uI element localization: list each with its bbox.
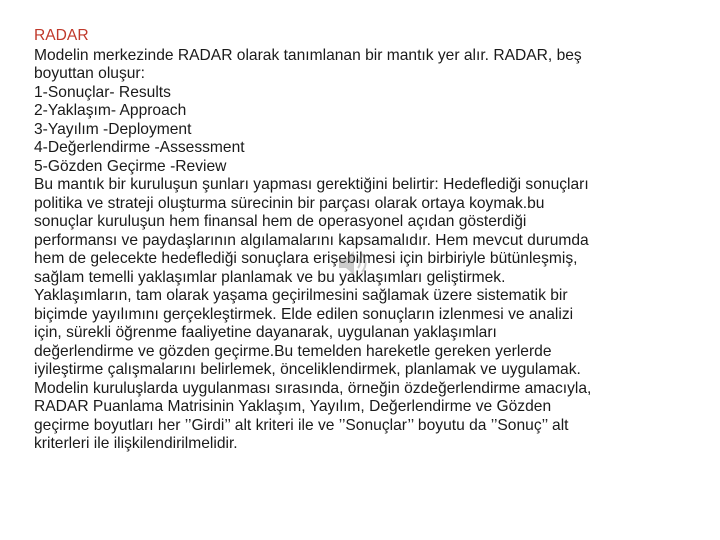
text-line: biçimde yayılımını gerçekleştirmek. Elde edilen sonuçların izlenmesi ve analizi <box>34 305 574 323</box>
text-line: değerlendirme ve gözden geçirme.Bu temelden hareketle gereken yerlerde <box>34 342 552 360</box>
list-item: 5-Gözden Geçirme -Review <box>34 157 227 175</box>
list-item: 2-Yaklaşım- Approach <box>34 102 187 119</box>
text-line: kriterleri ile ilişkilendirilmelidir. <box>34 435 238 452</box>
speaker-icon[interactable] <box>337 248 371 278</box>
list-item: 3-Yayılım -Deployment <box>34 120 192 138</box>
text-line: için, sürekli öğrenme faaliyetine dayanarak, uygulanan yaklaşımları <box>34 324 497 341</box>
text-line: hem de gelecekte hedeflediği sonuçlara erişebilmesi için birbiriyle bütünleşmiş, <box>34 250 578 267</box>
text-line: RADAR Puanlama Matrisinin Yaklaşım, Yayılım, Değerlendirme ve Gözden <box>34 398 552 415</box>
text-line: sağlam temelli yaklaşımlar planlamak ve bu yaklaşımları geliştirmek. <box>34 268 506 286</box>
list-item: 4-Değerlendirme -Assessment <box>34 139 245 156</box>
slide-title: RADAR <box>34 27 89 44</box>
text-line: geçirme boyutları her ’’Girdi’’ alt kriteri ile ve ’’Sonuçlar’’ boyutu da ’’Sonuç’’ alt <box>34 416 569 434</box>
text-line: Yaklaşımların, tam olarak yaşama geçirilmesini sağlamak üzere sistematik bir <box>34 287 568 304</box>
text-line: boyuttan oluşur: <box>34 65 145 82</box>
text-line: performansı ve paydaşlarının algılamalarını kapsamalıdır. Hem mevcut durumda <box>34 231 589 249</box>
text-line: Modelin kuruluşlarda uygulanması sırasında, örneğin özdeğerlendirme amacıyla, <box>34 379 592 397</box>
list-item: 1-Sonuçlar- Results <box>34 83 171 101</box>
text-line: Modelin merkezinde RADAR olarak tanımlanan bir mantık yer alır. RADAR, beş <box>34 46 582 64</box>
text-line: Bu mantık bir kuruluşun şunları yapması gerektiğini belirtir: Hedeflediği sonuçları <box>34 176 589 193</box>
text-line: iyileştirme çalışmalarını belirlemek, önceliklendirmek, planlamak ve uygulamak. <box>34 361 581 378</box>
slide-content <box>34 27 694 454</box>
text-line: sonuçlar kuruluşun hem finansal hem de operasyonel açıdan gösterdiği <box>34 213 527 230</box>
text-line: politika ve strateji oluşturma sürecinin bir parçası olarak ortaya koymak.bu <box>34 194 545 212</box>
